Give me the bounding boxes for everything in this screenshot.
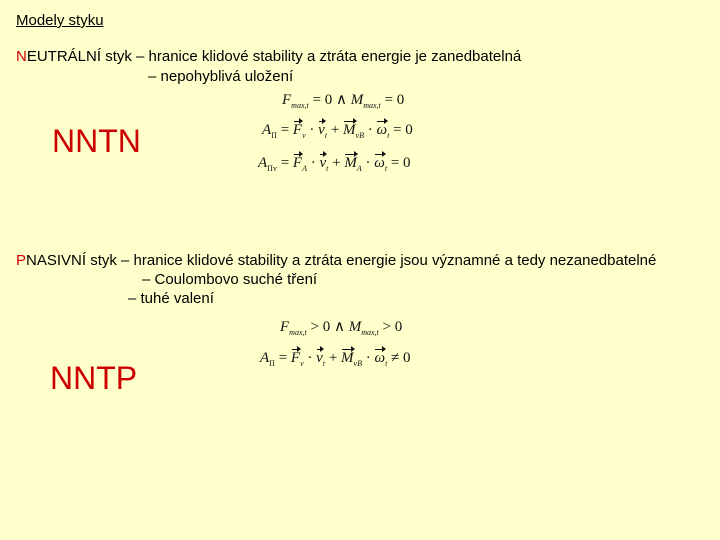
page-title: Modely styku [16,12,104,29]
section-neutral-initial: N [16,48,27,65]
section-passive-line1 [16,252,656,269]
equation-work-neutral-a: $A_{\Pi v} = F_A \cdot v_t + M_A \cdot \omega_t = 0$ [258,155,411,173]
section-passive-line3: – tuhé valení [128,290,214,307]
equation-work-neutral: $A_\Pi = F_v \cdot v_t + M_{vB} \cdot \omega_t = 0$ [262,122,413,140]
section-neutral-text: EUTRÁLNÍ styk – hranice klidové stability a ztráta energie je zanedbatelná [26,48,522,65]
section-neutral-line2: – nepohyblivá uložení [148,68,294,85]
section-passive-initial: P [16,252,27,269]
equation-max-positive: $F_{max,t} > 0$ ∧ $M_{max,t} > 0$ [280,319,403,337]
section-passive-text: NASIVNÍ styk – hranice klidové stability a ztráta energie jsou významné a tedy nezanedbatelné [26,252,657,269]
equation-max-zero: $F_{max,t} = 0$ ∧ $M_{max,t} = 0$ [282,92,405,110]
equation-work-passive: $A_\Pi = F_v \cdot v_t + M_{vB} \cdot \omega_t \ne 0$ [260,350,411,368]
label-nntn: NNTN [52,123,141,159]
label-nntp: NNTP [50,360,138,396]
section-neutral-line1 [16,48,521,65]
section-passive-line2: – Coulombovo suché tření [142,271,318,288]
